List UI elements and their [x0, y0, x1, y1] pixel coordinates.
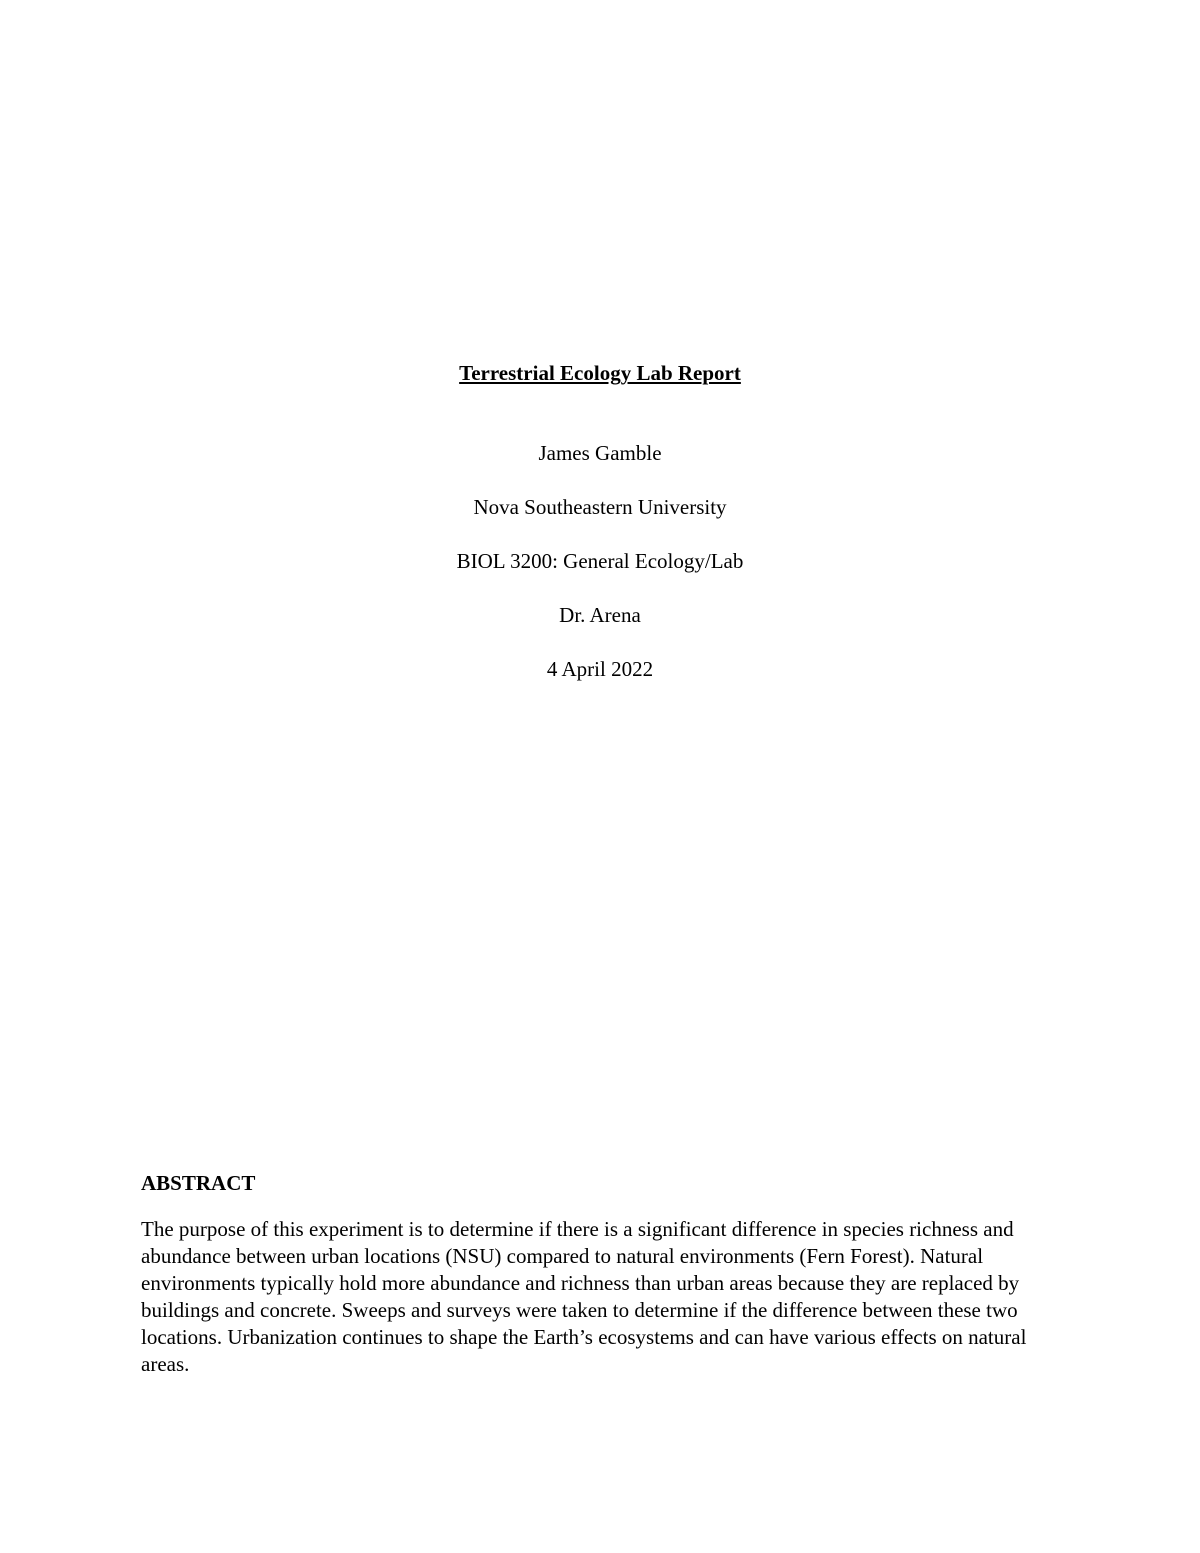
course-name: BIOL 3200: General Ecology/Lab	[456, 549, 744, 573]
report-title: Terrestrial Ecology Lab Report	[459, 361, 741, 385]
abstract-text: The purpose of this experiment is to determine if there is a significant difference in species richness and abundance between urban locations (NSU) compared to natural environments (Fern Forest). Natural environments typically hold more abundance and richness than urban areas because they are replaced by buildings and concrete. Sweeps and surveys were taken to determine if the difference between these two locations. Urbanization continues to shape the Earth’s ecosystems and can have various effects on natural areas.	[141, 1217, 1027, 1376]
report-date: 4 April 2022	[546, 657, 654, 681]
instructor-name: Dr. Arena	[559, 603, 641, 627]
institution-name: Nova Southeastern University	[473, 495, 727, 519]
author-name: James Gamble	[538, 441, 662, 465]
title-page-block	[0, 356, 1200, 706]
title-spacer	[0, 390, 1200, 436]
abstract-section	[141, 1168, 1061, 1378]
abstract-heading: ABSTRACT	[141, 1171, 256, 1195]
